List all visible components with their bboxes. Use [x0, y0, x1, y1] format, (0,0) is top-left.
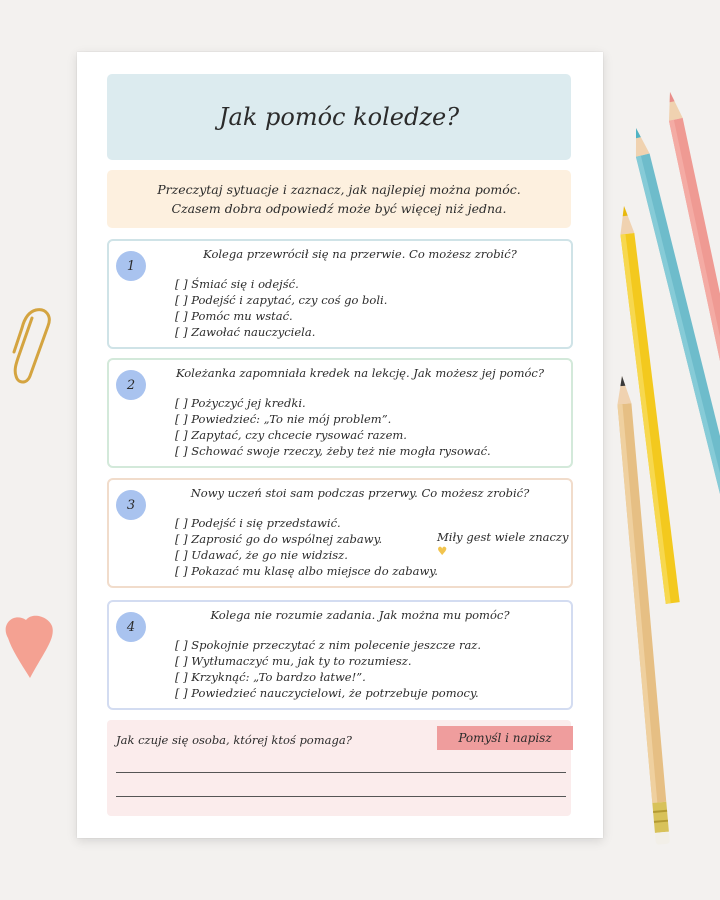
question-card-4	[107, 600, 573, 710]
instructions-line-1: Przeczytaj sytuacje i zaznacz, jak najlepiej można pomóc.	[157, 182, 521, 197]
worksheet-sheet	[77, 52, 603, 838]
option-checkbox[interactable]: [ ] Podejść i zapytać, czy coś go boli.	[175, 293, 388, 307]
instructions-panel	[107, 170, 571, 228]
question-number-badge: 4	[116, 612, 146, 642]
option-checkbox[interactable]: [ ] Wytłumaczyć mu, jak ty to rozumiesz.	[175, 654, 412, 668]
paperclip-icon	[6, 300, 56, 390]
question-text: Nowy uczeń stoi sam podczas przerwy. Co możesz zrobić?	[190, 486, 530, 500]
question-card-2	[107, 358, 573, 468]
question-text: Koleżanka zapomniała kredek na lekcję. Jak możesz jej pomóc?	[175, 366, 545, 380]
option-checkbox[interactable]: [ ] Zapytać, czy chcecie rysować razem.	[175, 428, 407, 442]
paper-heart-icon	[0, 612, 64, 684]
option-list	[175, 395, 491, 459]
kindness-note	[437, 530, 571, 558]
option-checkbox[interactable]: [ ] Powiedzieć nauczycielowi, że potrzebuje pomocy.	[175, 686, 479, 700]
option-checkbox[interactable]: [ ] Krzyknąć: „To bardzo łatwe!”.	[175, 670, 366, 684]
question-number-badge: 2	[116, 370, 146, 400]
instructions-line-2: Czasem dobra odpowiedź może być więcej niż jedna.	[171, 201, 507, 216]
option-checkbox[interactable]: [ ] Pożyczyć jej kredki.	[175, 396, 306, 410]
option-checkbox[interactable]: [ ] Śmiać się i odejść.	[175, 277, 299, 291]
answer-line-1[interactable]	[116, 772, 566, 773]
option-checkbox[interactable]: [ ] Spokojnie przeczytać z nim polecenie jeszcze raz.	[175, 638, 482, 652]
title-panel	[107, 74, 571, 160]
heart-icon: ♥	[437, 544, 448, 558]
question-number-badge: 3	[116, 490, 146, 520]
option-checkbox[interactable]: [ ] Udawać, że go nie widzisz.	[175, 548, 348, 562]
option-list	[175, 276, 387, 340]
option-checkbox[interactable]: [ ] Pokazać mu klasę albo miejsce do zabawy.	[175, 564, 438, 578]
question-number-badge: 1	[116, 251, 146, 281]
worksheet-title: Jak pomóc koledze?	[218, 103, 460, 131]
question-text: Kolega przewrócił się na przerwie. Co możesz zrobić?	[203, 247, 517, 261]
option-checkbox[interactable]: [ ] Pomóc mu wstać.	[175, 309, 293, 323]
reflection-tag: Pomyśl i napisz	[437, 726, 573, 750]
option-checkbox[interactable]: [ ] Powiedzieć: „To nie mój problem”.	[175, 412, 392, 426]
option-list	[175, 637, 481, 701]
question-card-1	[107, 239, 573, 349]
question-card-3	[107, 478, 573, 588]
reflection-prompt: Jak czuje się osoba, której ktoś pomaga?	[116, 733, 352, 747]
option-checkbox[interactable]: [ ] Zawołać nauczyciela.	[175, 325, 316, 339]
question-text: Kolega nie rozumie zadania. Jak można mu pomóc?	[210, 608, 510, 622]
answer-line-2[interactable]	[116, 796, 566, 797]
reflection-panel	[107, 720, 571, 816]
option-checkbox[interactable]: [ ] Zaprosić go do wspólnej zabawy.	[175, 532, 383, 546]
option-list	[175, 515, 438, 579]
option-checkbox[interactable]: [ ] Podejść i się przedstawić.	[175, 516, 341, 530]
option-checkbox[interactable]: [ ] Schować swoje rzeczy, żeby też nie mogła rysować.	[175, 444, 491, 458]
kindness-note-text: Miły gest wiele znaczy	[437, 530, 569, 544]
